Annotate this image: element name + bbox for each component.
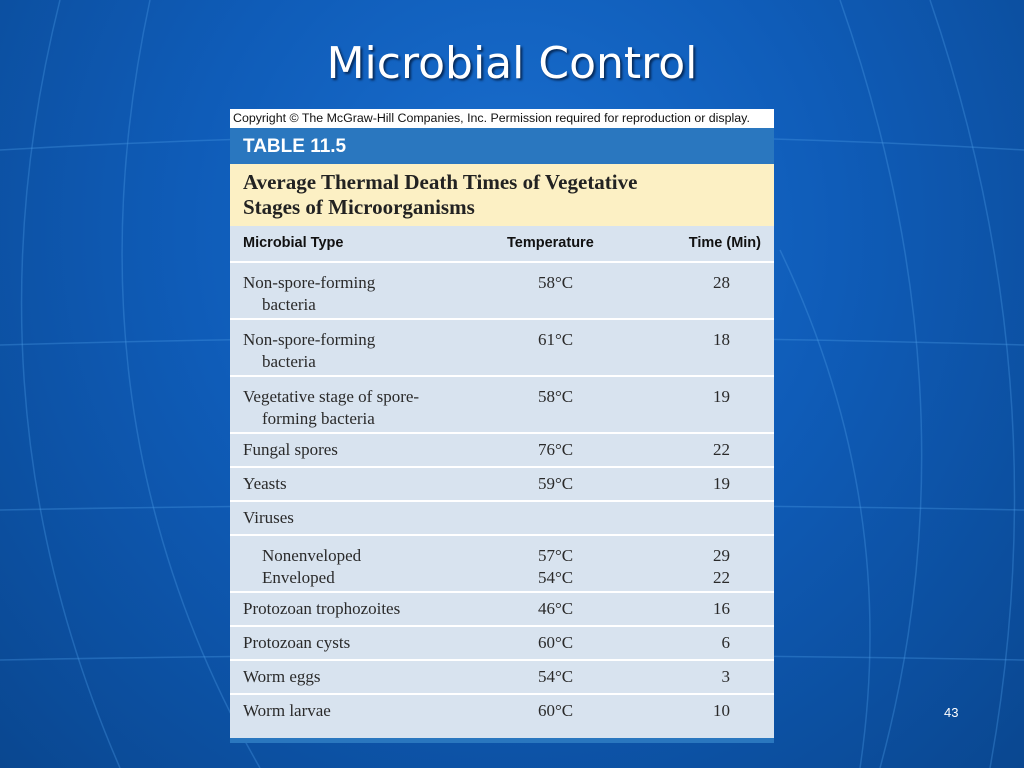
cell-microbial-type: Fungal spores bbox=[243, 440, 338, 459]
table-row bbox=[230, 263, 774, 320]
cell-time: 16 bbox=[713, 599, 730, 618]
cell-time: 19 bbox=[713, 387, 730, 406]
page-number: 43 bbox=[944, 705, 959, 720]
table-caption-line-1: Average Thermal Death Times of Vegetative bbox=[243, 170, 638, 194]
cell-microbial-type: Viruses bbox=[243, 508, 294, 527]
table-label: TABLE 11.5 bbox=[230, 128, 774, 164]
table-row bbox=[230, 468, 774, 502]
table-row bbox=[230, 502, 774, 536]
cell-microbial-type: Non-spore-forming bacteria bbox=[243, 273, 376, 314]
cell-temperature: 46°C bbox=[538, 599, 574, 618]
cell-time: 19 bbox=[713, 474, 730, 493]
cell-temperature: 60°C bbox=[538, 633, 574, 652]
table-bottom-rule bbox=[230, 738, 774, 743]
cell-time: 22 bbox=[713, 440, 730, 459]
table-row bbox=[230, 661, 774, 695]
copyright-notice: Copyright © The McGraw-Hill Companies, Inc. Permission required for reproduction or display. bbox=[230, 109, 774, 128]
cell-microbial-type: Non-spore-forming bacteria bbox=[243, 330, 376, 371]
cell-temperature: 57°C 54°C bbox=[538, 546, 574, 587]
table-row bbox=[230, 377, 774, 434]
slide-title: Microbial Control bbox=[326, 38, 698, 89]
cell-time: 18 bbox=[713, 330, 730, 349]
header-time: Time (Min) bbox=[688, 235, 761, 251]
table-row bbox=[230, 593, 774, 627]
cell-time: 10 bbox=[713, 701, 730, 720]
cell-temperature: 59°C bbox=[538, 474, 574, 493]
table-row bbox=[230, 695, 774, 727]
cell-temperature: 76°C bbox=[538, 440, 574, 459]
table-row bbox=[230, 536, 774, 593]
table-header-row bbox=[230, 226, 774, 263]
cell-temperature: 60°C bbox=[538, 701, 574, 720]
table-caption-line-2: Stages of Microorganisms bbox=[243, 195, 475, 219]
cell-microbial-type: Worm eggs bbox=[243, 667, 321, 686]
header-microbial-type: Microbial Type bbox=[243, 235, 344, 251]
cell-temperature: 61°C bbox=[538, 330, 574, 349]
cell-microbial-type: Worm larvae bbox=[243, 701, 331, 720]
cell-microbial-type: Nonenveloped Enveloped bbox=[262, 546, 362, 587]
cell-time: 29 22 bbox=[713, 546, 730, 587]
table-row bbox=[230, 434, 774, 468]
table-row bbox=[230, 320, 774, 377]
table-figure bbox=[230, 109, 774, 743]
cell-time: 28 bbox=[713, 273, 730, 292]
header-temperature: Temperature bbox=[507, 235, 594, 251]
cell-microbial-type: Protozoan cysts bbox=[243, 633, 351, 652]
table-caption bbox=[230, 164, 774, 226]
cell-time: 6 bbox=[721, 633, 730, 652]
cell-microbial-type: Yeasts bbox=[243, 474, 287, 493]
cell-temperature: 54°C bbox=[538, 667, 574, 686]
cell-temperature: 58°C bbox=[538, 387, 574, 406]
cell-time: 3 bbox=[721, 667, 730, 686]
table-row bbox=[230, 627, 774, 661]
cell-temperature: 58°C bbox=[538, 273, 574, 292]
cell-microbial-type: Vegetative stage of spore- forming bacteria bbox=[243, 387, 420, 428]
cell-microbial-type: Protozoan trophozoites bbox=[243, 599, 401, 618]
